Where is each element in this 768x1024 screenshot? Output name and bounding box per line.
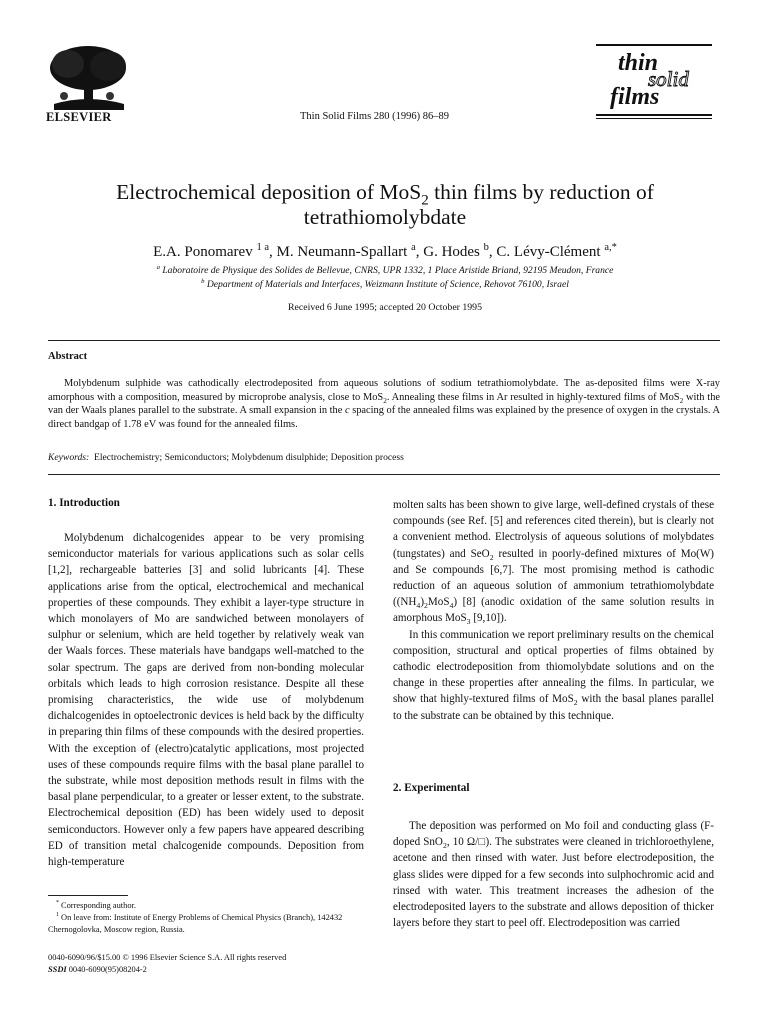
journal-logo-solid: solid — [648, 67, 689, 91]
paper-title — [60, 180, 710, 230]
paragraph: Molybdenum dichalcogenides appear to be very promising semiconductor materials for various applications such as solar cells [1,2], rechargeable batteries [3] and solid lubricants [4]. These applications arise from the optical, electrochemical and mechanical properties of these compounds. They exhibit a layer-type structure in which monolayers of Mo are sandwiched between monolayers of sulphur or selenium, which are held together by relatively weak van der Waals forces. These materials have bandgaps well-matched to the solar spectrum. The gaps are derived from non-bonding molecular orbitals which leads to high corrosion resistance. Despite all these promising characteristics, the wide use of molybdenum dichalcogenides in optoelectronic devices is held back by the difficulty in preparing thin films of these compounds with the desired properties. With the exception of (electro)catalytic applications, most projected uses of these compounds require films with the basal plane parallel to the substrate, while most deposition methods result in films with the basal plane perpendicular, to a greater or lesser extent, to the substrate. Electrochemical deposition (ED) has been widely used to deposit semiconductors. However only a few papers have appeared describing ED of transition metal chalcogenide compounds. Deposition from high-temperature — [48, 532, 364, 869]
introduction-continued-text — [393, 497, 714, 724]
divider — [48, 340, 720, 341]
journal-logo-thin: thin — [618, 50, 659, 76]
author-affiliation-mark: b — [483, 242, 489, 253]
journal-logo — [596, 44, 712, 120]
footnote-rule — [48, 895, 128, 896]
journal-citation: Thin Solid Films 280 (1996) 86–89 — [300, 111, 450, 122]
affiliation-a: $^a$ Laboratoire de Physique des Solides de Bellevue, CNRS, UPR 1332, 1 Place Aristide Briand, 92195 Meudon, France — [156, 263, 614, 276]
footnote-on-leave: $^1$ On leave from: Institute of Energy Problems of Chemical Physics (Branch), 142432 Chernogolovka, Moscow region, Russia. — [48, 912, 343, 934]
footnote-corresponding: * Corresponding author. — [56, 900, 136, 910]
publisher-name: ELSEVIER — [46, 110, 112, 124]
title-line-2: tetrathiomolybdate — [303, 205, 467, 229]
elsevier-tree-logo — [44, 42, 132, 112]
keywords-label: Keywords: — [48, 452, 90, 463]
divider — [48, 474, 720, 475]
ssdi-line: SSDI 0040-6090(95)08204-2 — [48, 965, 147, 974]
journal-logo-films: films — [610, 84, 660, 110]
author-name: E.A. Ponomarev — [153, 244, 253, 260]
copyright-line: 0040-6090/96/$15.00 © 1996 Elsevier Science S.A. All rights reserved — [48, 953, 287, 962]
paragraph: molten salts has been shown to give large, well-defined crystals of these compounds (see Ref. [5] and references cited therein), but is clearly not a convenient method. Electrolysis of aqueous solutions of molybdates (tungstates) and SeO$_2$ resulted in poorly-defined mixtures of Mo(W) and Se compounds [6,7]. The most promising method is cathodic reduction of an aqueous solution of ammonium tetrathiomolybdate $((NH_4)_2MoS_4)$ [8] (anodic oxidation of the same solution results in amorphous MoS$_3$ [9,10]). — [393, 499, 714, 627]
affiliation-b: $^b$ Department of Materials and Interfaces, Weizmann Institute of Science, Rehovot 76100, Israel — [201, 277, 569, 290]
received-dates: Received 6 June 1995; accepted 20 October 1995 — [288, 302, 482, 313]
author-affiliation-mark: 1 a — [256, 242, 269, 253]
author-affiliation-mark: a — [411, 242, 416, 253]
abstract-heading: Abstract — [48, 351, 88, 362]
author-name: G. Hodes — [423, 244, 480, 260]
journal-logo-bottom-rule — [596, 114, 712, 116]
author-affiliation-mark: a,* — [604, 242, 617, 253]
keywords-list: Electrochemistry; Semiconductors; Molybdenum disulphide; Deposition process — [94, 452, 404, 463]
paragraph: The deposition was performed on Mo foil and conducting glass (F-doped SnO$_2$, 10 Ω/□). The substrates were cleaned in trichloroethylene, acetone and then rinsed with water. Just before electrodeposition, the glass slides were dipped for a few seconds into sulphochromic acid and rinsed with water. This treatment increases the adhesion of the electrodeposited layers to the substrate and allows deposition of thicker layers before they start to peel off. Electrodeposition was carried — [393, 820, 714, 930]
author-name: M. Neumann-Spallart — [276, 244, 408, 260]
abstract-text: Molybdenum sulphide was cathodically electrodeposited from aqueous solutions of sodium tetrathiomolybdate. The as-deposited films were X-ray amorphous with a composition, measured by microprobe analysis, close to MoS$_2$. Annealing these films in Ar resulted in highly-textured films of MoS$_2$ with the van der Waals planes parallel to the substrate. A small expansion in the c spacing of the annealed films was explained by the presence of oxygen in the crystals. A direct bandgap of 1.78 eV was found for the annealed films. — [48, 378, 720, 430]
author-name: C. Lévy-Clément — [496, 244, 601, 260]
introduction-text — [48, 530, 364, 870]
title-subscript: 2 — [421, 192, 429, 209]
title-part: Electrochemical deposition of MoS — [116, 180, 422, 204]
journal-logo-bottom-rule-thin — [596, 118, 712, 119]
author-list: E.A. Ponomarev $^{1 a}$, M. Neumann-Spallart $^a$, G. Hodes $^b$, C. Lévy-Clément $^{a,*}$ — [153, 242, 617, 260]
section-heading-experimental: 2. Experimental — [393, 782, 470, 794]
footnotes — [48, 900, 364, 936]
title-part-end: thin films by reduction of — [428, 180, 654, 204]
section-heading-introduction: 1. Introduction — [48, 497, 120, 509]
keywords — [48, 452, 404, 463]
copyright-block — [48, 952, 286, 976]
experimental-text — [393, 818, 714, 931]
paragraph: In this communication we report preliminary results on the chemical composition, structural and optical properties of films obtained by cathodic electrodeposition from thiomolybdate solutions and on the change in these properties after annealing the films. In particular, we show that highly-textured films of MoS$_2$ with the basal planes parallel to the substrate can be obtained by this technique. — [393, 628, 714, 722]
